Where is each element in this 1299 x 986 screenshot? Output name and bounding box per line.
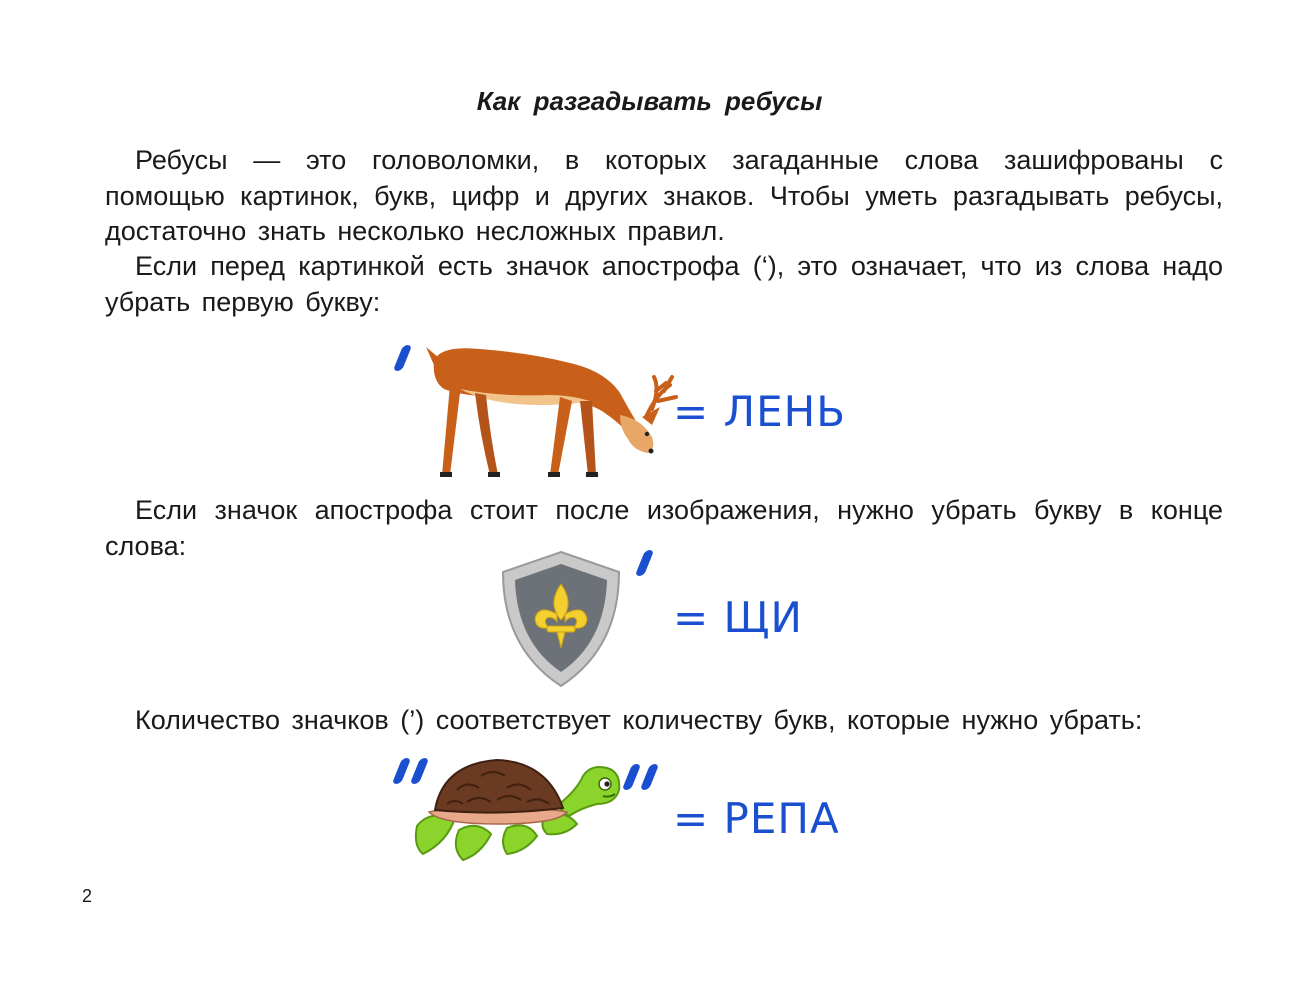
rebus-example-deer bbox=[380, 335, 860, 485]
paragraph-rule-last-letter: Если значок апострофа стоит после изображения, нужно убрать букву в конце слова: bbox=[105, 495, 1223, 561]
rebus-example-turtle bbox=[385, 750, 845, 870]
answer-repa: = РЕПА bbox=[673, 794, 840, 843]
page-title: Как разгадывать ребусы bbox=[476, 86, 823, 116]
answer-len: = ЛЕНЬ bbox=[673, 387, 847, 436]
paragraph-rule-count: Количество значков (’) соответствует количеству букв, которые нужно убрать: bbox=[135, 705, 1143, 735]
rebus-example-shield bbox=[495, 548, 835, 693]
deer-icon bbox=[420, 335, 680, 485]
page-number: 2 bbox=[82, 886, 93, 906]
turtle-icon bbox=[407, 750, 637, 868]
apostrophe-mark bbox=[393, 345, 413, 371]
paragraph-rule-first-letter: Если перед картинкой есть значок апострофа (‘), это означает, что из слова надо убрать первую букву: bbox=[105, 251, 1223, 317]
answer-shchi: = ЩИ bbox=[673, 593, 803, 642]
paragraph-intro: Ребусы — это головоломки, в которых загаданные слова зашифрованы с помощью картинок, букв, цифр и других знаков. Чтобы уметь разгадывать ребусы, достаточно знать несколько несложных правил. bbox=[105, 145, 1223, 246]
apostrophe-mark bbox=[635, 550, 655, 576]
shield-icon bbox=[499, 548, 623, 688]
apostrophe-mark bbox=[640, 764, 660, 790]
